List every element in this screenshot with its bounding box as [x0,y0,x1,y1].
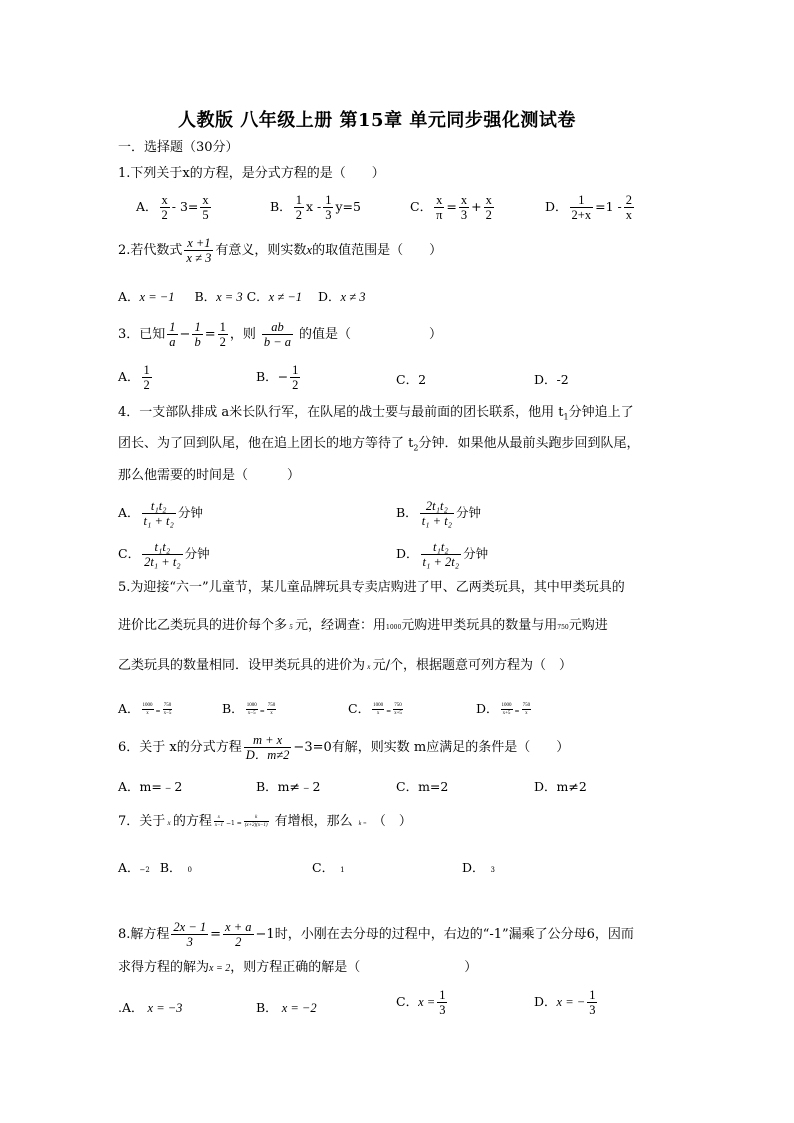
q5-line1: 5.为迎接“六一”儿童节，某儿童品牌玩具专卖店购进了甲、乙两类玩具，其中甲类玩具的 [118,580,625,595]
q6-option-b[interactable]: B．m≠﹣2 [256,779,321,794]
fraction: $\frac{x + a}{2}$ [225,920,252,949]
q3-option-d[interactable]: D．-2 [534,372,569,387]
fraction: $\frac{x}{5}$ [202,193,209,222]
fraction: $\frac{ab}{b - a}$ [263,320,292,349]
q8-option-d[interactable]: D．x = − $\frac{1}{3}$ [534,988,596,1017]
fraction: $\frac{1}{b}$ [194,320,201,349]
q5-option-a[interactable]: A． $\frac{1000}{x}$ = $\frac{750}{x-5}$ [118,701,172,716]
q4-line1: 4．一支部队排成 a米长队行军，在队尾的战士要与最前面的团长联系，他用 $t_1$分钟追上了 [118,405,634,422]
q7-option-d[interactable]: D． 3 [462,860,495,875]
q5-option-b[interactable]: B． $\frac{1000}{x-5}$ = $\frac{750}{x}$ [222,701,276,716]
q2-option-c[interactable]: C．x ≠ −1 [246,289,303,304]
q4-option-b[interactable]: B． $\frac{\text{2t₁t₂}}{\text{t₁ + t₂}}$ 分钟 [396,499,482,528]
q1-option-a[interactable]: A． $\frac{x}{2}$ - 3= $\frac{x}{5}$ [136,193,209,222]
fraction: $\frac{\text{t₁t₂}}{\text{2t₁ + t₂}}$ [144,540,181,569]
q2-option-d[interactable]: D．x ≠ 3 [318,289,366,304]
section-heading: 一．选择题（30分） [118,140,239,155]
fraction: $\frac{1}{3}$ [325,193,332,222]
q1-option-d[interactable]: D． $\frac{1}{2+x}$ =1 - $\frac{2}{x}$ [545,193,632,222]
q2-options [118,287,365,305]
q3-option-c[interactable]: C．2 [396,372,427,387]
q5-option-d[interactable]: D． $\frac{1000}{x+5}$ = $\frac{750}{x}$ [476,701,531,716]
fraction: $\frac{1}{3}$ [439,988,446,1017]
q4-option-a[interactable]: A． $\frac{\text{t₁t₂}}{\text{t₁ + t₂}}$ 分钟 [118,499,203,528]
q6-option-a[interactable]: A．m=﹣2 [118,779,183,794]
q8-stem: 8.解方程 $\frac{2x - 1}{3}$ = $\frac{x + a}{2}$ −1时，小刚在去分母的过程中，右边的“-1”漏乘了公分母6，因而 [118,920,634,949]
q8-option-a[interactable]: .A． x = −3 [118,1000,183,1015]
q8-option-c[interactable]: C．x = $\frac{1}{3}$ [396,988,446,1017]
q7-option-c[interactable]: C． 1 [312,860,345,875]
fraction: $\frac{\text{2t₁t₂}}{\text{t₁ + t₂}}$ [421,499,453,528]
q6-option-d[interactable]: D．m≠2 [534,779,587,794]
q7-option-b[interactable]: B． 0 [159,860,192,875]
fraction: $\frac{1}{2+x}$ [571,193,592,222]
q4-option-d[interactable]: D． $\frac{\text{t₁t₂}}{\text{t₁ + 2t₂}}$ 分钟 [396,540,489,569]
fraction: $\frac{x}{2}$ [161,193,168,222]
q6-option-c[interactable]: C．m=2 [396,779,449,794]
q4-option-c[interactable]: C． $\frac{\text{t₁t₂}}{\text{2t₁ + t₂}}$ 分钟 [118,540,210,569]
fraction: $\frac{x}{2}$ [485,193,492,222]
q5-option-c[interactable]: C． $\frac{1000}{x}$ = $\frac{750}{x+5}$ [348,701,402,716]
fraction: $\frac{1}{2}$ [295,193,302,222]
page-title: 人教版 八年级上册 第15章 单元同步强化测试卷 [178,110,576,131]
q7-option-a[interactable]: A．−2 [118,860,150,875]
q1-stem: 1.下列关于x的方程，是分式方程的是（ ） [118,166,385,181]
fraction: $\frac{2}{x}$ [625,193,632,222]
fraction: $\frac{\text{t₁t₂}}{\text{t₁ + 2t₂}}$ [422,540,460,569]
q7-stem: 7．关于 x 的方程 $\frac{x}{x-1}$ −1 = $\frac{k}{(x+2)(x-1)}$ 有增根，那么 k = （ ） [118,814,412,829]
fraction: $\frac{x}{\pi}$ [436,193,443,222]
fraction: $\frac{1}{2}$ [143,363,150,392]
q5-line2: 进价比乙类玩具的进价每个多 5 元，经调查：用1000元购进甲类玩具的数量与用750元购进 [118,618,608,633]
q1-option-c[interactable]: C． $\frac{x}{\pi}$ = $\frac{x}{3}$ + $\frac{x}{2}$ [410,193,492,222]
fraction: $\frac{1}{3}$ [589,988,596,1017]
q8-option-b[interactable]: B． x = −2 [256,1000,317,1015]
fraction: $\frac{m + x}{D.m\ne 2}$ [245,733,290,762]
fraction: $\frac{x}{3}$ [460,193,468,222]
q3-option-b[interactable]: B．− $\frac{1}{2}$ [256,363,299,392]
q8-line2: 求得方程的解为x = 2，则方程正确的解是（ ） [118,960,478,975]
q4-line3: 那么他需要的时间是（ ） [118,468,301,483]
q1-option-b[interactable]: B． $\frac{1}{2}$ x - $\frac{1}{3}$ y=5 [270,193,361,222]
fraction: $\frac{1}{2}$ [219,320,226,349]
q4-line2: 团长、为了回到队尾，他在追上团长的地方等待了 $t_2$分钟．如果他从最前头跑步回到队尾， [118,436,640,453]
fraction: $\frac{x +1}{x \ne 3}$ [186,236,212,265]
q2-stem: 2.若代数式 $\frac{x +1}{x \ne 3}$ 有意义，则实数x的取值范围是（ ） [118,236,443,265]
q2-option-b[interactable]: B．x = 3 [194,289,243,304]
fraction: $\frac{1}{a}$ [169,320,176,349]
fraction: $\frac{\text{t₁t₂}}{\text{t₁ + t₂}}$ [143,499,174,528]
fraction: $\frac{2x - 1}{3}$ [173,920,207,949]
q3-stem: 3．已知 $\frac{1}{a}$ − $\frac{1}{b}$ = $\frac{1}{2}$ ，则 $\frac{ab}{b - a}$ 的值是（ ） [118,320,443,349]
q7-option-ab [118,858,192,876]
q5-line3: 乙类玩具的数量相同．设甲类玩具的进价为 x 元/个，根据题意可列方程为（ ） [118,658,572,673]
q3-option-a[interactable]: A． $\frac{1}{2}$ [118,363,150,392]
fraction: $\frac{1}{2}$ [292,363,299,392]
q2-option-a[interactable]: A．x = −1 [118,289,175,304]
q6-stem: 6．关于 x的分式方程 $\frac{m + x}{D.m\ne 2}$ −3=0有解，则实数 m应满足的条件是（ ） [118,733,570,762]
